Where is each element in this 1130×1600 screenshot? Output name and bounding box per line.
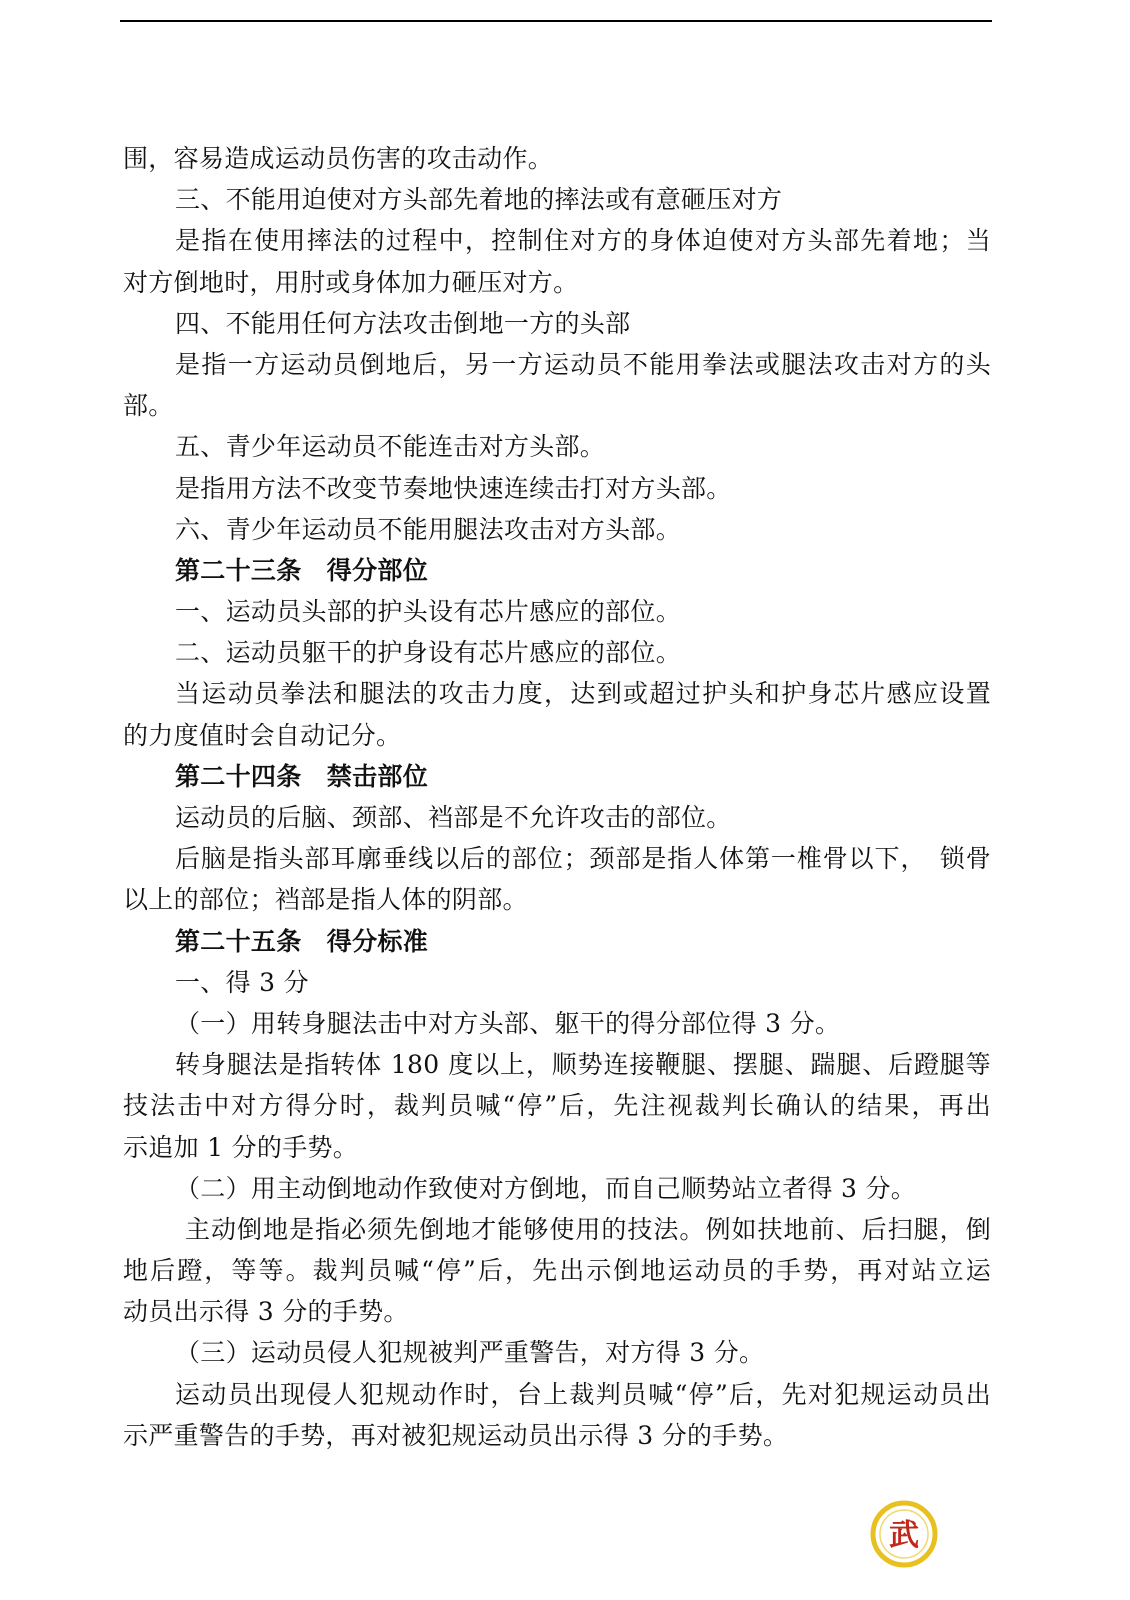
paragraph-line: 围，容易造成运动员伤害的攻击动作。	[123, 144, 554, 173]
paragraph-line: （一）用转身腿法击中对方头部、躯干的得分部位得 3 分。	[175, 1008, 841, 1038]
paragraph-line: 动员出示得 3 分的手势。	[123, 1297, 409, 1327]
paragraph-line: 运动员出现侵人犯规动作时，台上裁判员喊“停”后，先对犯规运动员出	[175, 1379, 991, 1409]
article-heading: 第二十四条 禁击部位	[175, 761, 429, 791]
paragraph-line: 技法击中对方得分时，裁判员喊“停”后，先注视裁判长确认的结果，再出	[123, 1091, 991, 1121]
paragraph-line: 示追加 1 分的手势。	[123, 1132, 359, 1162]
article-heading: 第二十五条 得分标准	[175, 926, 429, 956]
paragraph-line: 地后蹬，等等。裁判员喊“停”后，先出示倒地运动员的手势，再对站立运	[123, 1256, 991, 1286]
paragraph-line: 转身腿法是指转体 180 度以上，顺势连接鞭腿、摆腿、踹腿、后蹬腿等	[175, 1050, 991, 1080]
clause-title: 四、不能用任何方法攻击倒地一方的头部	[175, 308, 631, 338]
paragraph-line: 是指在使用摔法的过程中，控制住对方的身体迫使对方头部先着地；当	[175, 226, 991, 256]
paragraph-line: 当运动员拳法和腿法的攻击力度，达到或超过护头和护身芯片感应设置	[175, 679, 991, 709]
svg-text:武: 武	[889, 1518, 919, 1553]
paragraph-line: 示严重警告的手势，再对被犯规运动员出示得 3 分的手势。	[123, 1420, 789, 1450]
clause-title: 三、不能用迫使对方头部先着地的摔法或有意砸压对方	[175, 185, 783, 215]
body-text	[123, 138, 991, 1456]
paragraph-line: 对方倒地时，用肘或身体加力砸压对方。	[123, 267, 579, 297]
paragraph-line: 以上的部位；裆部是指人体的阴部。	[123, 885, 528, 915]
clause-title: 六、青少年运动员不能用腿法攻击对方头部。	[175, 514, 682, 544]
article-heading: 第二十三条 得分部位	[175, 555, 429, 585]
clause-title: 五、青少年运动员不能连击对方头部。	[175, 432, 606, 462]
wushu-emblem-icon	[870, 1500, 938, 1568]
paragraph-line: 的力度值时会自动记分。	[123, 720, 402, 750]
paragraph-line: 部。	[123, 391, 174, 421]
paragraph-line: （二）用主动倒地动作致使对方倒地，而自己顺势站立者得 3 分。	[175, 1173, 917, 1203]
paragraph-line: 主动倒地是指必须先倒地才能够使用的技法。例如扶地前、后扫腿，倒	[185, 1214, 991, 1244]
clause-title: 一、得 3 分	[175, 967, 309, 997]
paragraph-line: 运动员的后脑、颈部、裆部是不允许攻击的部位。	[175, 803, 732, 832]
paragraph-line: 后脑是指头部耳廓垂线以后的部位；颈部是指人体第一椎骨以下， 锁骨	[175, 844, 991, 874]
header-rule	[120, 20, 992, 22]
paragraph-line: 一、运动员头部的护头设有芯片感应的部位。	[175, 597, 682, 627]
paragraph-line: （三）运动员侵人犯规被判严重警告，对方得 3 分。	[175, 1338, 765, 1368]
paragraph-line: 二、运动员躯干的护身设有芯片感应的部位。	[175, 638, 682, 668]
paragraph-line: 是指一方运动员倒地后，另一方运动员不能用拳法或腿法攻击对方的头	[175, 349, 991, 379]
paragraph-line: 是指用方法不改变节奏地快速连续击打对方头部。	[175, 473, 732, 503]
